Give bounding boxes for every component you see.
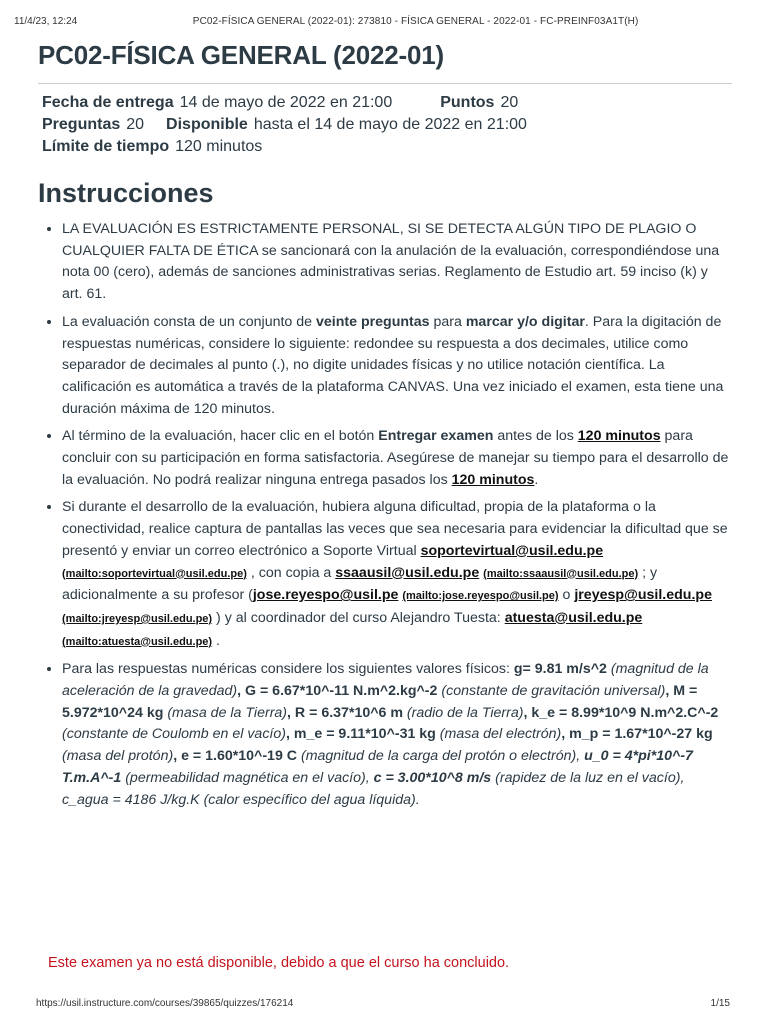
details-row-1 xyxy=(42,92,732,114)
time-limit-label: Límite de tiempo xyxy=(42,138,170,155)
time-limit-link-2[interactable]: 120 minutos xyxy=(451,471,535,488)
mailto-professor-1[interactable]: (mailto:jose.reyespo@usil.pe) xyxy=(402,590,559,603)
print-page-title: PC02-FÍSICA GENERAL (2022-01): 273810 - FÍSICA GENERAL - 2022-01 - FC-PREINF03A1T(H) xyxy=(192,16,639,27)
instruction-item-submit: • Al término de la evaluación, hacer clic en el botón Entregar examen antes de los 120 minutos para concluir con su participación en forma satisfactoria. Asegúrese de manejar su tiempo para el desarrollo de la evaluación. No podrá realizar ninguna entrega pasados los 120 minutos. xyxy=(62,426,732,491)
time-limit-value: 120 minutos xyxy=(175,138,263,155)
points-label: Puntos xyxy=(440,94,495,111)
mailto-coordinator[interactable]: (mailto:atuesta@usil.edu.pe) xyxy=(62,635,213,648)
print-header xyxy=(14,16,754,30)
questions-label: Preguntas xyxy=(42,116,121,133)
print-datetime: 11/4/23, 12:24 xyxy=(14,16,78,27)
mailto-ssaa[interactable]: (mailto:ssaausil@usil.edu.pe) xyxy=(483,567,639,580)
email-link-ssaa[interactable]: ssaausil@usil.edu.pe xyxy=(335,564,480,581)
email-link-professor-1[interactable]: jose.reyespo@usil.pe xyxy=(252,587,399,604)
submit-exam-mention: Entregar examen xyxy=(378,428,494,445)
questions-value: 20 xyxy=(126,116,145,133)
quiz-title: PC02-FÍSICA GENERAL (2022-01) xyxy=(38,40,444,70)
available-value: hasta el 14 de mayo de 2022 en 21:00 xyxy=(253,116,527,133)
email-link-soporte[interactable]: soportevirtual@usil.edu.pe xyxy=(420,542,604,559)
quiz-content xyxy=(38,36,732,817)
details-row-2 xyxy=(42,114,732,136)
due-date-label: Fecha de entrega xyxy=(42,94,174,111)
instructions-list xyxy=(38,219,732,811)
print-footer xyxy=(36,998,730,1012)
email-link-coordinator[interactable]: atuesta@usil.edu.pe xyxy=(504,609,643,626)
points-value: 20 xyxy=(500,94,519,111)
quiz-details xyxy=(42,92,732,158)
title-divider xyxy=(38,83,732,84)
instruction-item-constants: • Para las respuestas numéricas considere los siguientes valores físicos: g= 9.81 m/s^2 (magnitud de la aceleración de la gravedad), G = 6.67*10^-11 N.m^2.kg^-2 (constante de gravitación universal), M = 5.972*10^24 kg (masa de la Tierra), R = 6.37*10^6 m (radio de la Tierra), k_e = 8.99*10^9 N.m^2.C^-2 (constante de Coulomb en el vacío), m_e = 9.11*10^-31 kg (masa del electrón), m_p = 1.67*10^-27 kg (masa del protón), e = 1.60*10^-19 C (magnitud de la carga del protón o electrón), u_0 = 4*pi*10^-7 T.m.A^-1 (permeabilidad magnética en el vacío), c = 3.00*10^8 m/s (rapidez de la luz en el vacío), c_agua = 4186 J/kg.K (calor específico del agua líquida). xyxy=(62,659,732,811)
quiz-unavailable-notice: Este examen ya no está disponible, debido a que el curso ha concluido. xyxy=(48,955,510,971)
due-date-value: 14 de mayo de 2022 en 21:00 xyxy=(179,94,393,111)
time-limit-link-1[interactable]: 120 minutos xyxy=(577,428,661,445)
email-link-professor-2[interactable]: jreyesp@usil.edu.pe xyxy=(574,587,712,604)
instruction-item-format: • La evaluación consta de un conjunto de veinte preguntas para marcar y/o digitar. Para la digitación de respuestas numéricas, considere lo siguiente: redondee su respuesta a dos decimales, utilice como separador de decimales al punto (.), no digite unidades físicas y no utilice notación científica. La calificación es automática a través de la plataforma CANVAS. Una vez iniciado el examen, esta tiene una duración máxima de 120 minutos. xyxy=(62,312,732,421)
print-page-number: 1/15 xyxy=(710,998,730,1009)
details-row-3 xyxy=(42,136,732,158)
available-label: Disponible xyxy=(166,116,248,133)
print-url: https://usil.instructure.com/courses/39865/quizzes/176214 xyxy=(36,998,294,1009)
instruction-item-support: • Si durante el desarrollo de la evaluación, hubiera alguna dificultad, propia de la plataforma o la conectividad, realice captura de pantallas las veces que sea necesaria para evidenciar la dificultad que se presentó y enviar un correo electrónico a Soporte Virtual soportevirtual@usil.edu.pe (mailto:soportevirtual@usil.edu.pe) , con copia a ssaausil@usil.edu.pe (mailto:ssaausil@usil.edu.pe) ; y adicionalmente a su profesor (jose.reyespo@usil.pe (mailto:jose.reyespo@usil.pe) o jreyesp@usil.edu.pe (mailto:jreyesp@usil.edu.pe) ) y al coordinador del curso Alejandro Tuesta: atuesta@usil.edu.pe (mailto:atuesta@usil.edu.pe) . xyxy=(62,497,732,653)
mailto-soporte[interactable]: (mailto:soportevirtual@usil.edu.pe) xyxy=(62,567,247,580)
instructions-heading: Instrucciones xyxy=(38,178,214,208)
instruction-item-integrity: • LA EVALUACIÓN ES ESTRICTAMENTE PERSONAL, SI SE DETECTA ALGÚN TIPO DE PLAGIO O CUALQUIER FALTA DE ÉTICA se sancionará con la anulación de la evaluación, correspondiéndose una nota 00 (cero), además de sanciones administrativas serias. Reglamento de Estudio art. 59 inciso (k) y art. 61. xyxy=(62,219,732,306)
mailto-professor-2[interactable]: (mailto:jreyesp@usil.edu.pe) xyxy=(62,612,213,625)
